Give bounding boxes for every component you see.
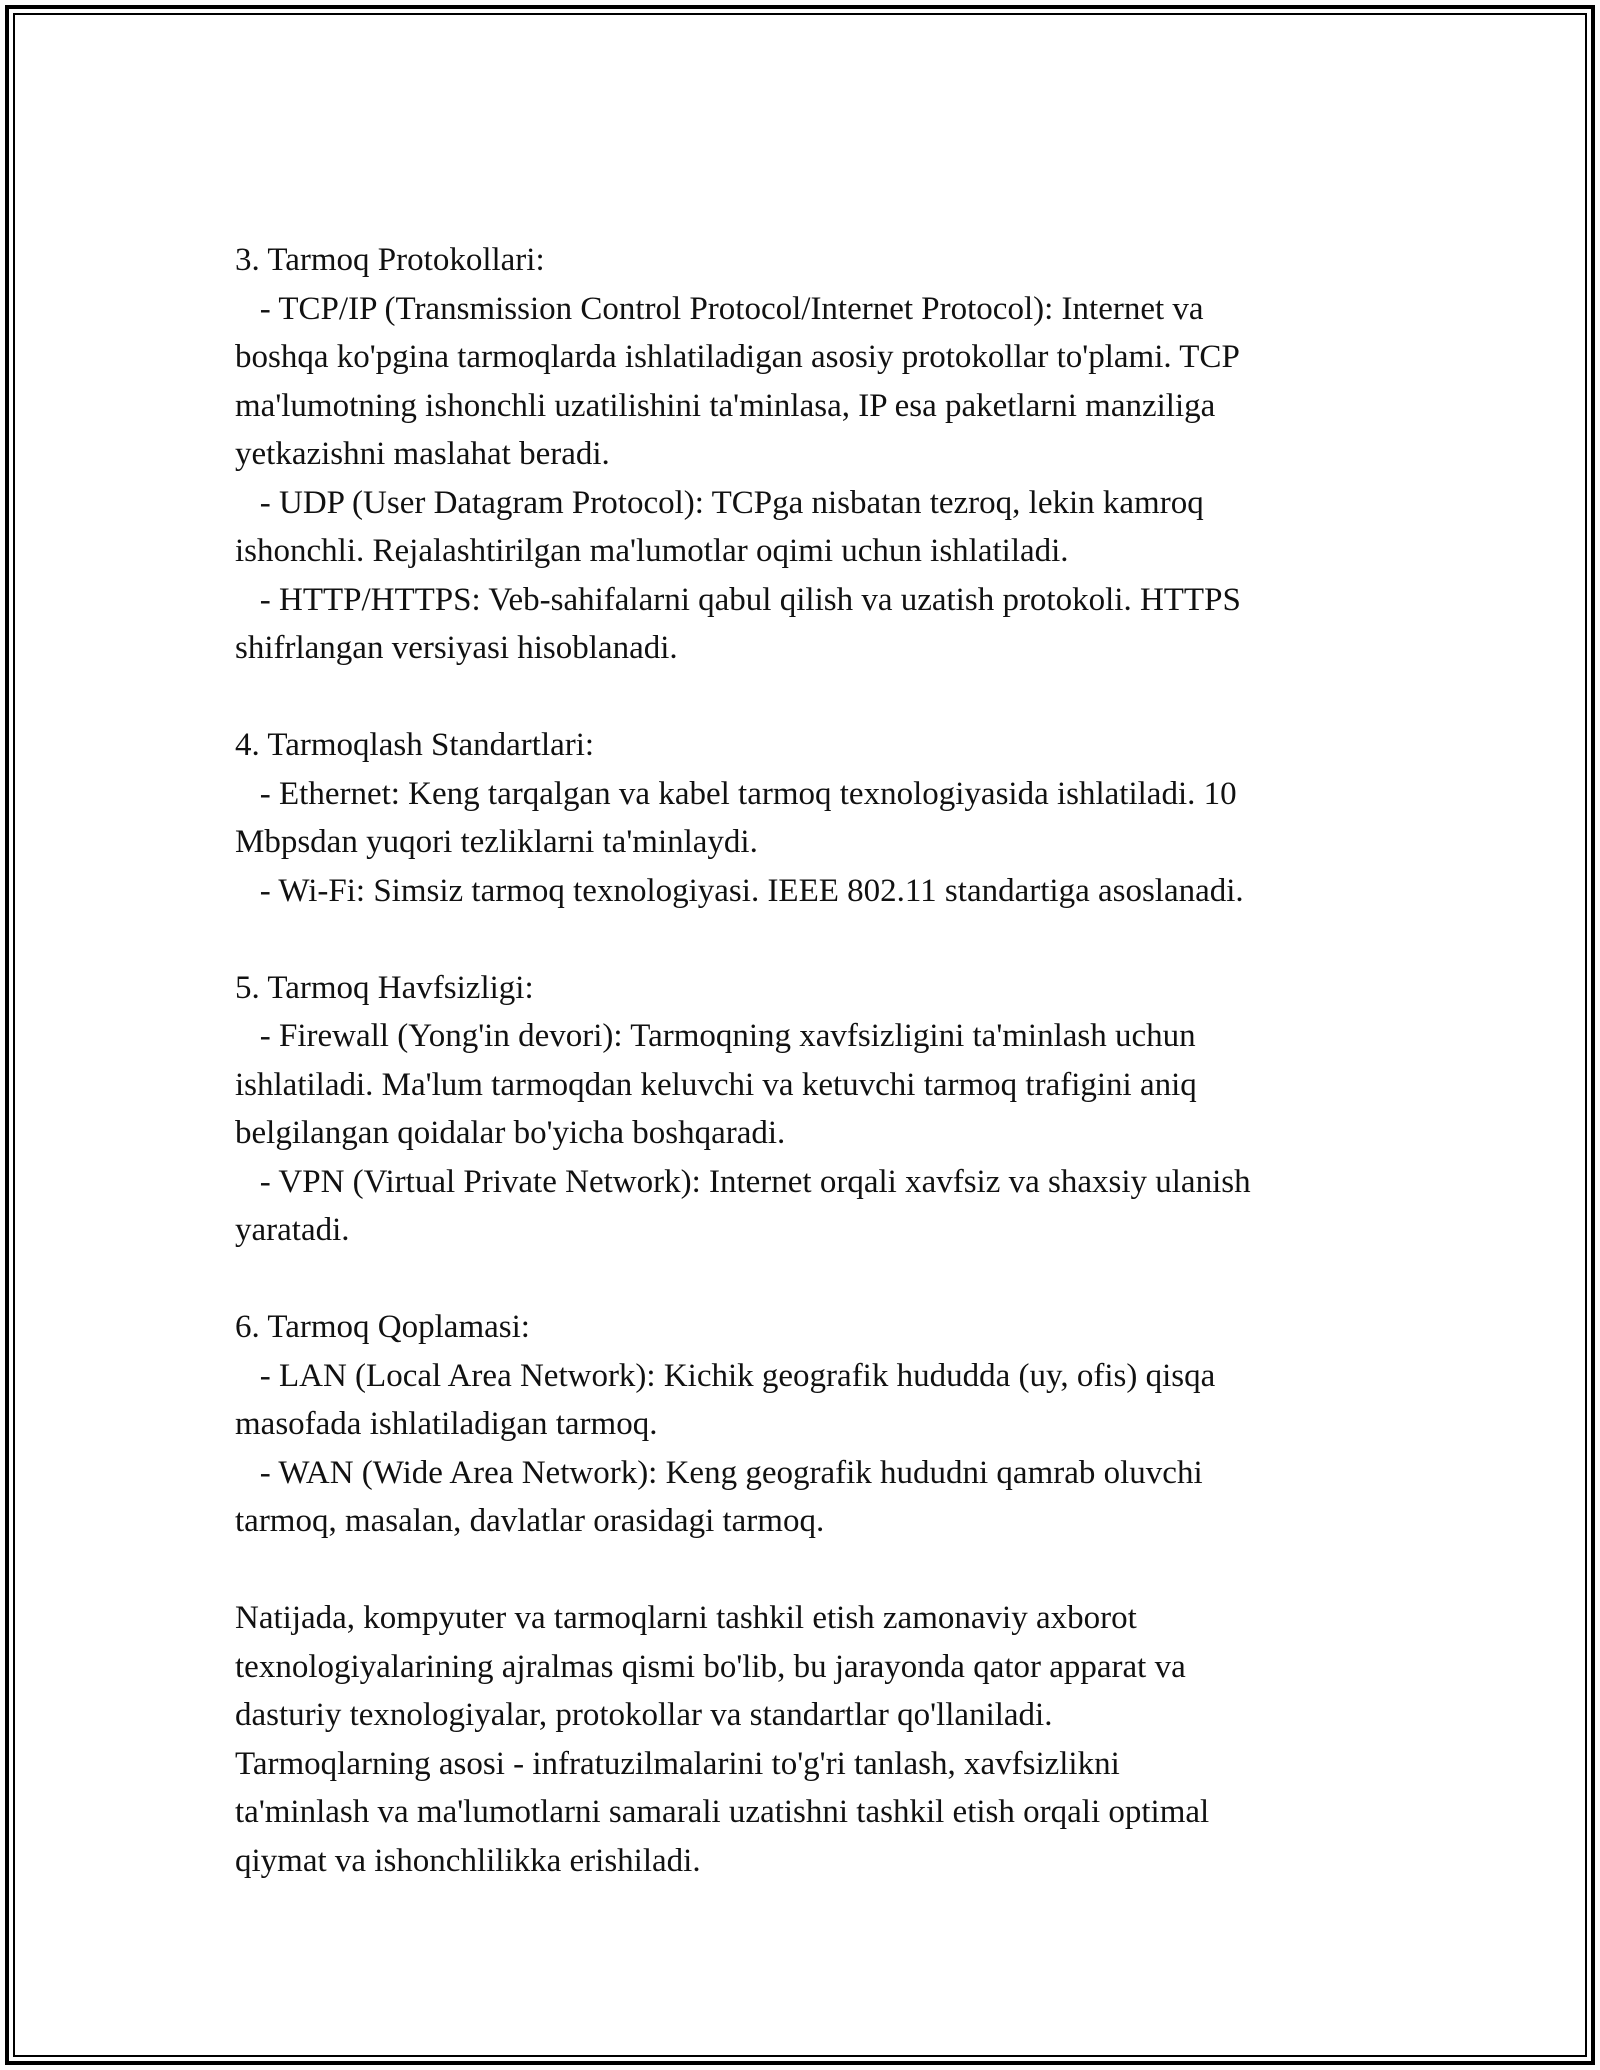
- text-line: Natijada, kompyuter va tarmoqlarni tashkil etish zamonaviy axborot: [235, 1600, 1137, 1636]
- document-body: [235, 236, 1385, 1934]
- text-line: - WAN (Wide Area Network): Keng geografik hududni qamrab oluvchi: [235, 1454, 1203, 1491]
- text-line: masofada ishlatiladigan tarmoq.: [235, 1406, 658, 1442]
- text-line: shifrlangan versiyasi hisoblanadi.: [235, 630, 678, 666]
- section-coverage: [235, 1303, 1385, 1546]
- section-protocols: [235, 236, 1385, 673]
- section-security: [235, 964, 1385, 1255]
- text-line: - UDP (User Datagram Protocol): TCPga nisbatan tezroq, lekin kamroq: [235, 484, 1204, 521]
- text-line: dasturiy texnologiyalar, protokollar va standartlar qo'llaniladi.: [235, 1697, 1053, 1733]
- text-line: - HTTP/HTTPS: Veb-sahifalarni qabul qilish va uzatish protokoli. HTTPS: [235, 581, 1241, 618]
- text-line: - Firewall (Yong'in devori): Tarmoqning xavfsizligini ta'minlash uchun: [235, 1018, 1196, 1054]
- text-line: texnologiyalarining ajralmas qismi bo'lib, bu jarayonda qator apparat va: [235, 1648, 1186, 1685]
- text-line: tarmoq, masalan, davlatlar orasidagi tarmoq.: [235, 1503, 825, 1539]
- conclusion-paragraph: [235, 1594, 1385, 1885]
- section-heading: 4. Tarmoqlash Standartlari:: [235, 727, 595, 763]
- text-line: - Ethernet: Keng tarqalgan va kabel tarmoq texnologiyasida ishlatiladi. 10: [235, 775, 1237, 812]
- text-line: yaratadi.: [235, 1212, 350, 1248]
- text-line: Mbpsdan yuqori tezliklarni ta'minlaydi.: [235, 824, 758, 860]
- text-line: yetkazishni maslahat beradi.: [235, 436, 610, 472]
- text-line: ishonchli. Rejalashtirilgan ma'lumotlar oqimi uchun ishlatiladi.: [235, 533, 1069, 569]
- text-line: boshqa ko'pgina tarmoqlarda ishlatiladigan asosiy protokollar to'plami. TCP: [235, 339, 1240, 375]
- text-line: ma'lumotning ishonchli uzatilishini ta'minlasa, IP esa paketlarni manziliga: [235, 387, 1216, 424]
- text-line: ta'minlash va ma'lumotlarni samarali uzatishni tashkil etish orqali optimal: [235, 1794, 1210, 1830]
- text-line: - Wi-Fi: Simsiz tarmoq texnologiyasi. IEEE 802.11 standartiga asoslanadi.: [235, 872, 1244, 909]
- text-line: - VPN (Virtual Private Network): Internet orqali xavfsiz va shaxsiy ulanish: [235, 1163, 1251, 1200]
- text-line: - LAN (Local Area Network): Kichik geografik hududda (uy, ofis) qisqa: [235, 1357, 1216, 1394]
- section-heading: 5. Tarmoq Havfsizligi:: [235, 969, 534, 1006]
- section-heading: 6. Tarmoq Qoplamasi:: [235, 1309, 530, 1345]
- text-line: qiymat va ishonchlilikka erishiladi.: [235, 1842, 701, 1879]
- text-line: Tarmoqlarning asosi - infratuzilmalarini to'g'ri tanlash, xavfsizlikni: [235, 1745, 1120, 1782]
- text-line: belgilangan qoidalar bo'yicha boshqaradi.: [235, 1115, 786, 1151]
- section-standards: [235, 721, 1385, 915]
- section-heading: 3. Tarmoq Protokollari:: [235, 242, 545, 278]
- text-line: ishlatiladi. Ma'lum tarmoqdan keluvchi va ketuvchi tarmoq trafigini aniq: [235, 1066, 1197, 1103]
- text-line: - TCP/IP (Transmission Control Protocol/Internet Protocol): Internet va: [235, 290, 1204, 327]
